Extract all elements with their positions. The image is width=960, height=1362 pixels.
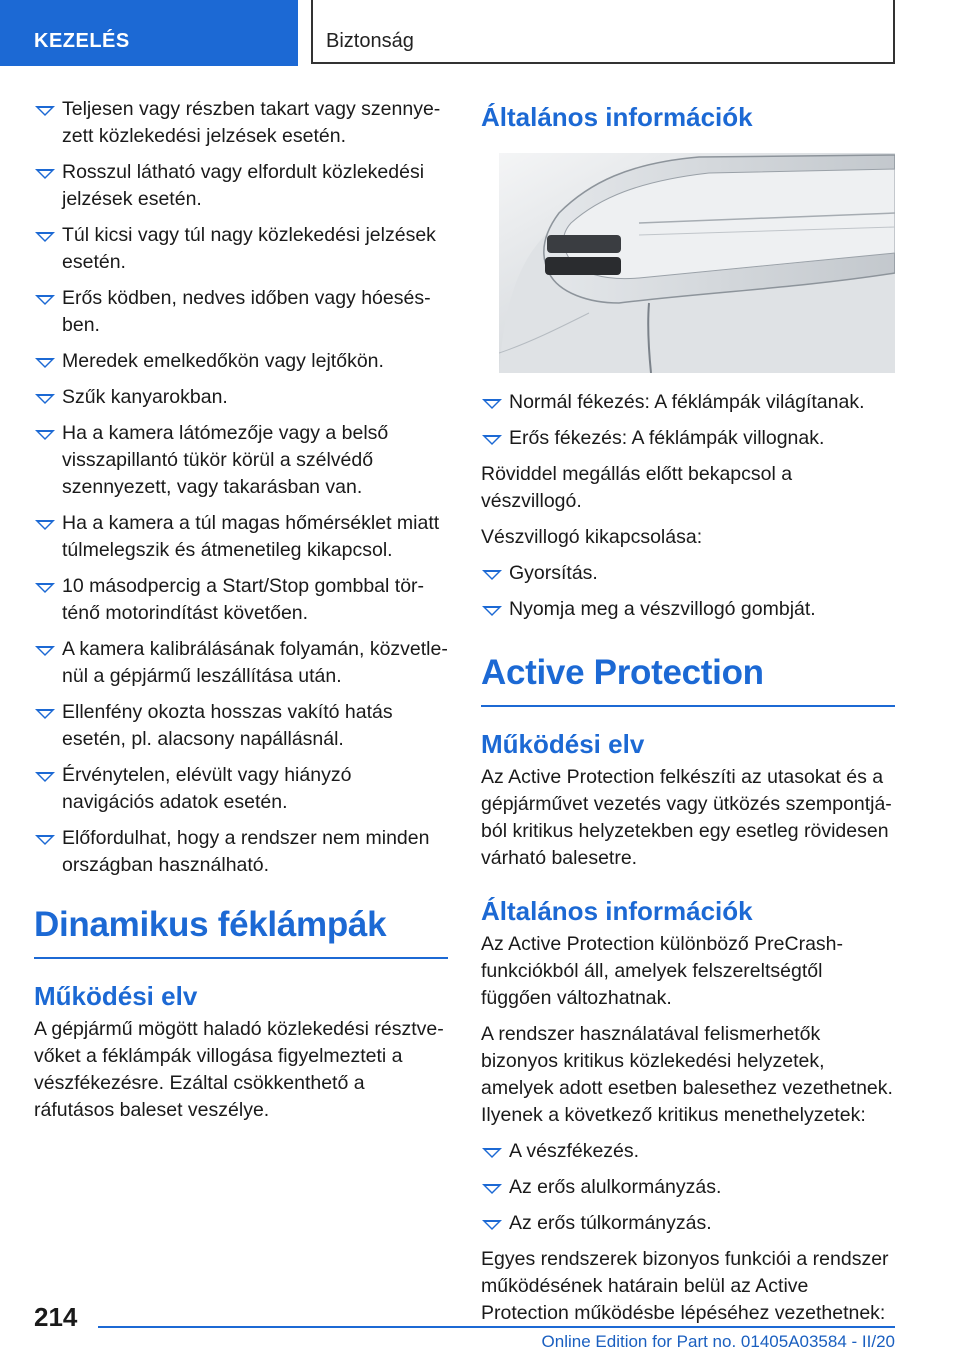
list-item: Normál fékezés: A féklámpák világítanak. [481,389,895,416]
bullet-triangle-icon [482,399,502,409]
bullet-triangle-icon [35,394,55,404]
bullet-triangle-icon [35,772,55,782]
limitations-list [34,96,448,879]
bullet-triangle-icon [482,1220,502,1230]
subsection-title-general-info: Általános információk [481,896,753,926]
list-item: Szűk kanyarokban. [34,384,448,411]
list-item: Gyorsítás. [481,560,895,587]
list-item: Ha a kamera a túl magas hőmérséklet miatt túlmelegszik és átmenetileg kikapcsol. [34,510,448,564]
light-strip-upper [547,235,621,253]
list-item: Nyomja meg a vészvillogó gombját. [481,596,895,623]
bullet-triangle-icon [35,835,55,845]
bullet-triangle-icon [35,709,55,719]
chapter-header [311,0,895,64]
edition-link[interactable]: Online Edition for Part no. 01405A03584 - II/20 [541,1332,895,1351]
page-number: 214 [34,1302,78,1332]
light-strip-lower [545,257,621,275]
paragraph: Röviddel megállás előtt bekapcsol a vészvillogó. [481,463,793,512]
bullet-triangle-icon [35,430,55,440]
right-column [481,96,895,1336]
bullet-triangle-icon [482,570,502,580]
bullet-triangle-icon [35,106,55,116]
list-item: Rosszul látható vagy elfordult közlekedési jelzések esetén. [34,159,448,213]
bullet-triangle-icon [482,435,502,445]
section-tab [0,0,298,66]
paragraph: A rendszer használatával felismerhetők bizonyos kritikus közlekedési helyzetek, amelyek adott esetben balesethez vezethetnek. Ilyenek a következő kritikus menethelyzetek: [481,1023,893,1126]
footer-divider [98,1326,895,1328]
brake-light-illustration [499,153,895,373]
bullet-triangle-icon [35,169,55,179]
paragraph: Egyes rendszerek bizonyos funkciói a rendszer működésének határain belül az Active Protection működésbe lépéséhez vezethetnek: [481,1248,889,1324]
bullet-triangle-icon [482,1184,502,1194]
paragraph: Az Active Protection felkészíti az utasokat és a gépjárművet vezetés vagy ütközés szempontjából kritikus helyzetekben egy esetleg rövidesen várható balesetre. [481,766,892,869]
hazard-off-list [481,560,895,623]
list-item: Ellenfény okozta hosszas vakító hatás esetén, pl. alacsony napállásnál. [34,699,448,753]
list-item: Erős ködben, nedves időben vagy hóesésben. [34,285,448,339]
list-item: Túl kicsi vagy túl nagy közlekedési jelzések esetén. [34,222,448,276]
list-item: Előfordulhat, hogy a rendszer nem minden országban használható. [34,825,448,879]
subsection-title-general-info: Általános információk [481,102,753,132]
bullet-triangle-icon [35,295,55,305]
section-title-dynamic-brake-lights: Dinamikus féklámpák [34,905,448,959]
paragraph: Vészvillogó kikapcsolása: [481,526,703,548]
tail-light-image [499,153,895,373]
chapter-label: Biztonság [326,30,414,52]
subsection-title-operating-principle: Működési elv [481,729,645,759]
list-item: Érvénytelen, elévült vagy hiányzó navigációs adatok esetén. [34,762,448,816]
section-label: KEZELÉS [34,30,130,52]
bullet-triangle-icon [35,646,55,656]
list-item: Meredek emelkedőkön vagy lejtőkön. [34,348,448,375]
bullet-triangle-icon [35,232,55,242]
bullet-triangle-icon [35,520,55,530]
paragraph: Az Active Protection különböző PreCrash-funkciókból áll, amelyek felszereltségtől függően változhatnak. [481,933,844,1009]
critical-situations-list [481,1138,895,1237]
paragraph: A gépjármű mögött haladó közlekedési résztvevőket a féklámpák villogása figyelmezteti a vészfékezésre. Ezáltal csökkenthető a ráfutásos baleset veszélye. [34,1018,444,1121]
bullet-triangle-icon [35,583,55,593]
subsection-title-operating-principle: Működési elv [34,981,198,1011]
list-item: A kamera kalibrálásának folyamán, közvetlenül a gépjármű leszállítása után. [34,636,448,690]
list-item: Az erős alulkormányzás. [481,1174,895,1201]
list-item: Erős fékezés: A féklámpák villognak. [481,425,895,452]
brake-behavior-list [481,389,895,452]
left-column [34,96,448,1133]
section-title-active-protection: Active Protection [481,653,895,707]
bullet-triangle-icon [35,358,55,368]
bullet-triangle-icon [482,1148,502,1158]
list-item: Teljesen vagy részben takart vagy szennyezett közlekedési jelzések esetén. [34,96,448,150]
list-item: 10 másodpercig a Start/Stop gombbal történő motorindítást követően. [34,573,448,627]
list-item: A vészfékezés. [481,1138,895,1165]
list-item: Ha a kamera látómezője vagy a belső visszapillantó tükör körül a szélvédő szennyezett, vagy takarásban van. [34,420,448,501]
list-item: Az erős túlkormányzás. [481,1210,895,1237]
bullet-triangle-icon [482,606,502,616]
